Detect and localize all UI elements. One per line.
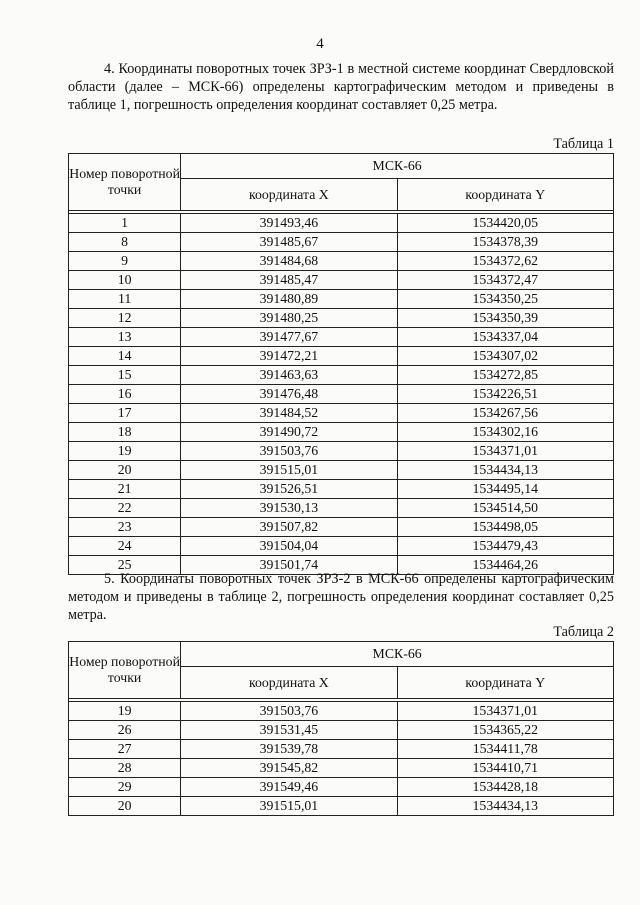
coordinate-x-cell: 391501,74 xyxy=(181,556,397,575)
coordinate-y-cell: 1534378,39 xyxy=(397,233,613,252)
table-row xyxy=(69,518,614,537)
coordinate-y-cell: 1534411,78 xyxy=(397,740,613,759)
coordinate-x-cell: 391515,01 xyxy=(181,797,397,816)
table-row xyxy=(69,740,614,759)
header-coordinate-x: координата X xyxy=(181,179,397,211)
coordinate-y-cell: 1534420,05 xyxy=(397,214,613,233)
point-number-cell: 8 xyxy=(69,233,181,252)
coordinate-x-cell: 391504,04 xyxy=(181,537,397,556)
coordinate-x-cell: 391484,52 xyxy=(181,404,397,423)
paragraph-4: 4. Координаты поворотных точек ЗРЗ-1 в местной системе координат Свердловской области (далее – МСК-66) определены картографическим методом и приведены в таблице 1, погрешность определения координат составляет 0,25 метра. xyxy=(68,61,614,113)
table-row xyxy=(69,480,614,499)
coordinate-x-cell: 391480,25 xyxy=(181,309,397,328)
point-number-cell: 11 xyxy=(69,290,181,309)
table-row xyxy=(69,797,614,816)
point-number-cell: 24 xyxy=(69,537,181,556)
coordinate-x-cell: 391545,82 xyxy=(181,759,397,778)
point-number-cell: 23 xyxy=(69,518,181,537)
point-number-cell: 22 xyxy=(69,499,181,518)
coordinate-x-cell: 391484,68 xyxy=(181,252,397,271)
coordinate-y-cell: 1534350,39 xyxy=(397,309,613,328)
table-2-body xyxy=(69,702,614,816)
coordinate-y-cell: 1534371,01 xyxy=(397,442,613,461)
table-row xyxy=(69,778,614,797)
point-number-cell: 10 xyxy=(69,271,181,290)
coordinate-x-cell: 391476,48 xyxy=(181,385,397,404)
header-point-number: Номер поворотной точки xyxy=(69,642,181,699)
table-row xyxy=(69,721,614,740)
coordinate-y-cell: 1534371,01 xyxy=(397,702,613,721)
coordinate-x-cell: 391515,01 xyxy=(181,461,397,480)
coordinate-x-cell: 391507,82 xyxy=(181,518,397,537)
coordinate-y-cell: 1534498,05 xyxy=(397,518,613,537)
coordinate-y-cell: 1534372,62 xyxy=(397,252,613,271)
coordinate-x-cell: 391549,46 xyxy=(181,778,397,797)
coordinate-x-cell: 391531,45 xyxy=(181,721,397,740)
header-msk66: МСК-66 xyxy=(181,642,614,667)
table-row xyxy=(69,499,614,518)
table-row xyxy=(69,347,614,366)
header-coordinate-y: координата Y xyxy=(397,179,613,211)
table-row xyxy=(69,759,614,778)
coordinates-table-1 xyxy=(68,153,614,575)
coordinate-y-cell: 1534479,43 xyxy=(397,537,613,556)
coordinate-y-cell: 1534272,85 xyxy=(397,366,613,385)
point-number-cell: 13 xyxy=(69,328,181,347)
table-row xyxy=(69,252,614,271)
table-1-caption: Таблица 1 xyxy=(553,136,614,152)
coordinate-x-cell: 391463,63 xyxy=(181,366,397,385)
table-row xyxy=(69,366,614,385)
coordinate-x-cell: 391480,89 xyxy=(181,290,397,309)
point-number-cell: 29 xyxy=(69,778,181,797)
coordinate-y-cell: 1534337,04 xyxy=(397,328,613,347)
header-msk66: МСК-66 xyxy=(181,154,614,179)
coordinate-y-cell: 1534302,16 xyxy=(397,423,613,442)
table-row xyxy=(69,442,614,461)
coordinate-x-cell: 391503,76 xyxy=(181,442,397,461)
coordinate-y-cell: 1534267,56 xyxy=(397,404,613,423)
coordinate-x-cell: 391472,21 xyxy=(181,347,397,366)
coordinate-y-cell: 1534464,26 xyxy=(397,556,613,575)
coordinate-x-cell: 391477,67 xyxy=(181,328,397,347)
coordinate-y-cell: 1534514,50 xyxy=(397,499,613,518)
point-number-cell: 27 xyxy=(69,740,181,759)
header-coordinate-y: координата Y xyxy=(397,667,613,699)
coordinate-y-cell: 1534410,71 xyxy=(397,759,613,778)
point-number-cell: 25 xyxy=(69,556,181,575)
table-row xyxy=(69,385,614,404)
coordinate-y-cell: 1534495,14 xyxy=(397,480,613,499)
point-number-cell: 14 xyxy=(69,347,181,366)
table-row xyxy=(69,461,614,480)
coordinate-y-cell: 1534365,22 xyxy=(397,721,613,740)
coordinate-x-cell: 391490,72 xyxy=(181,423,397,442)
coordinate-y-cell: 1534428,18 xyxy=(397,778,613,797)
coordinate-y-cell: 1534307,02 xyxy=(397,347,613,366)
table-row xyxy=(69,328,614,347)
coordinate-y-cell: 1534434,13 xyxy=(397,461,613,480)
page-number: 4 xyxy=(316,36,324,52)
point-number-cell: 19 xyxy=(69,702,181,721)
coordinate-y-cell: 1534434,13 xyxy=(397,797,613,816)
coordinates-table-2 xyxy=(68,641,614,816)
point-number-cell: 15 xyxy=(69,366,181,385)
coordinate-y-cell: 1534226,51 xyxy=(397,385,613,404)
point-number-cell: 26 xyxy=(69,721,181,740)
coordinate-x-cell: 391503,76 xyxy=(181,702,397,721)
coordinate-x-cell: 391530,13 xyxy=(181,499,397,518)
table-2-caption: Таблица 2 xyxy=(553,624,614,640)
point-number-cell: 1 xyxy=(69,214,181,233)
coordinate-y-cell: 1534350,25 xyxy=(397,290,613,309)
coordinate-x-cell: 391485,67 xyxy=(181,233,397,252)
coordinate-y-cell: 1534372,47 xyxy=(397,271,613,290)
point-number-cell: 20 xyxy=(69,461,181,480)
point-number-cell: 20 xyxy=(69,797,181,816)
coordinate-x-cell: 391485,47 xyxy=(181,271,397,290)
table-row xyxy=(69,271,614,290)
table-1-body xyxy=(69,214,614,575)
table-row xyxy=(69,404,614,423)
point-number-cell: 9 xyxy=(69,252,181,271)
table-row xyxy=(69,214,614,233)
point-number-cell: 18 xyxy=(69,423,181,442)
point-number-cell: 17 xyxy=(69,404,181,423)
header-point-number: Номер поворотной точки xyxy=(69,154,181,211)
table-row xyxy=(69,702,614,721)
point-number-cell: 21 xyxy=(69,480,181,499)
coordinate-x-cell: 391493,46 xyxy=(181,214,397,233)
point-number-cell: 28 xyxy=(69,759,181,778)
paragraph-5: 5. Координаты поворотных точек ЗРЗ-2 в МСК-66 определены картографическим методом и приведены в таблице 2, погрешность определения координат составляет 0,25 метра. xyxy=(68,571,614,623)
table-row xyxy=(69,309,614,328)
table-row xyxy=(69,537,614,556)
coordinate-x-cell: 391539,78 xyxy=(181,740,397,759)
table-row xyxy=(69,233,614,252)
point-number-cell: 12 xyxy=(69,309,181,328)
header-coordinate-x: координата X xyxy=(181,667,397,699)
table-row xyxy=(69,290,614,309)
point-number-cell: 16 xyxy=(69,385,181,404)
point-number-cell: 19 xyxy=(69,442,181,461)
coordinate-x-cell: 391526,51 xyxy=(181,480,397,499)
table-row xyxy=(69,423,614,442)
